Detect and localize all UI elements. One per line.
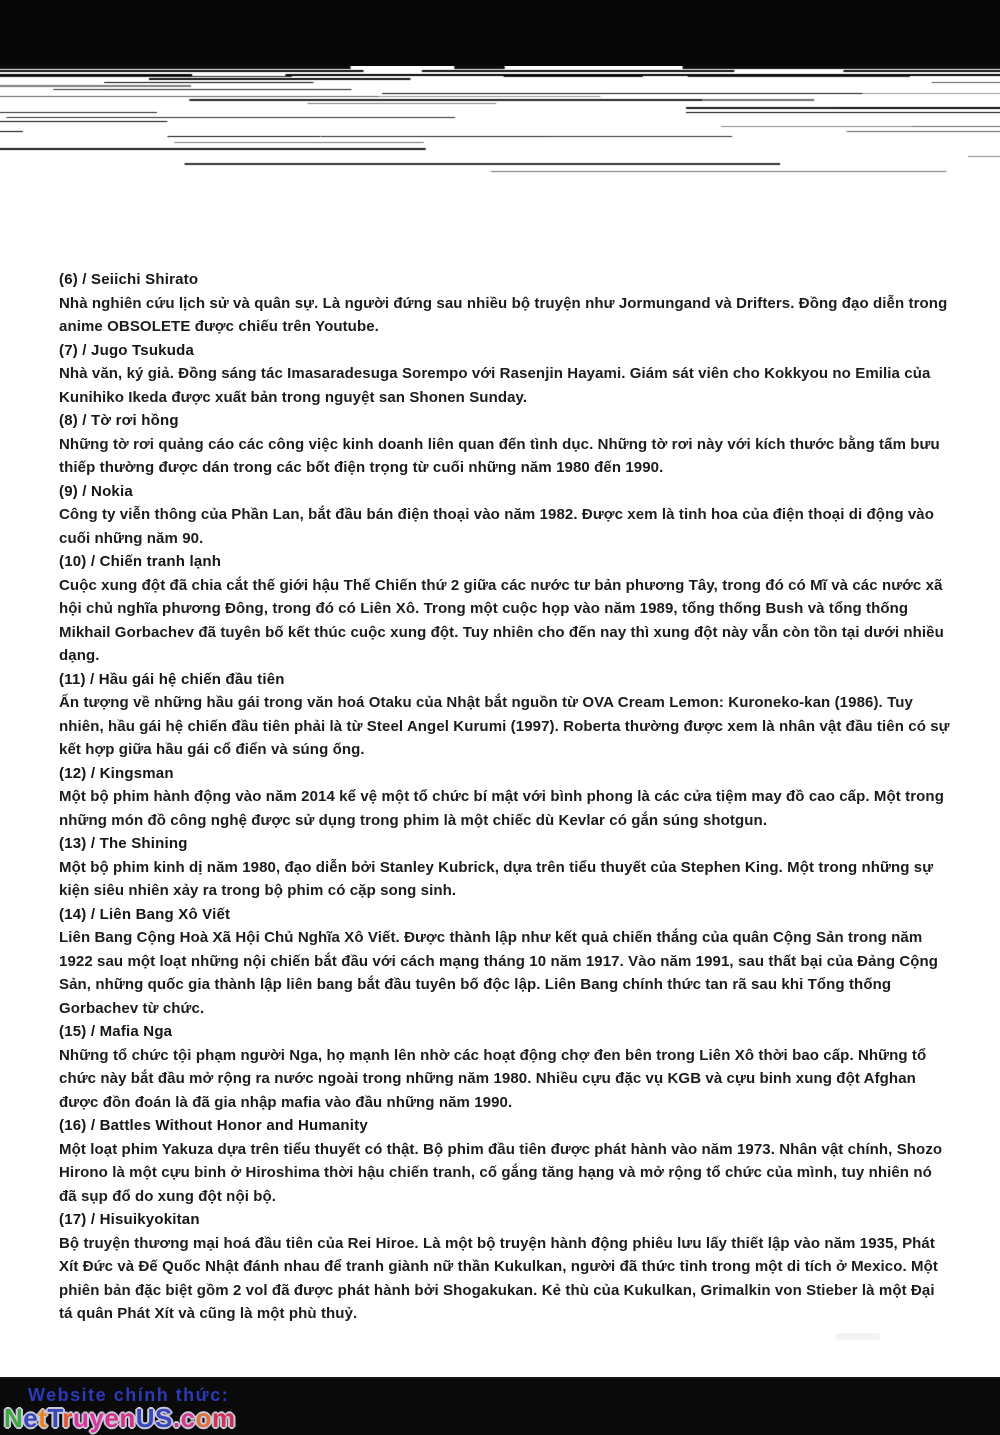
- note-body: Nhà văn, ký giả. Đồng sáng tác Imasaradesuga Sorempo với Rasenjin Hayami. Giám sát viên cho Kokkyou no Emilia của Kunihiko Ikeda được xuất bản trong nguyệt san Shonen Sunday.: [59, 365, 931, 406]
- note-item: [59, 668, 952, 762]
- glitch-scanlines: [0, 66, 1000, 178]
- note-body: Một bộ phim hành động vào năm 2014 kể vệ một tổ chức bí mật với bình phong là các cửa tiệm may đồ cao cấp. Một trong những món đồ công nghệ được sử dụng trong phim là một chiếc dù Kevlar có gắn súng shotgun.: [59, 788, 944, 829]
- note-item: [59, 1114, 952, 1208]
- logo-letter: m: [211, 1403, 236, 1433]
- note-item: [59, 1020, 952, 1114]
- note-heading: (14) / Liên Bang Xô Viết: [59, 905, 231, 923]
- translation-notes-list: [59, 268, 952, 1326]
- note-body: Những tờ rơi quảng cáo các công việc kinh doanh liên quan đến tình dục. Những tờ rơi này với kích thước bằng tấm bưu thiếp thường được dán trong các bốt điện trọng từ cuối những năm 1980 đến 1990.: [59, 435, 940, 476]
- note-item: [59, 480, 952, 551]
- note-item: [59, 1208, 952, 1326]
- note-body: Bộ truyện thương mại hoá đầu tiên của Rei Hiroe. Là một bộ truyện hành động phiêu lưu lấy thiết lập vào năm 1935, Phát Xít Đức và Đế Quốc Nhật đánh nhau để tranh giành nữ thần Kukulkan, người đã thức tỉnh trong một di tích ở Mexico. Một phiên bản đặc biệt gồm 2 vol đã được phát hành bởi Shogakukan. Kẻ thù của Kukulkan, Grimalkin von Stieber là một Đại tá quân Phát Xít và cũng là một phù thuỷ.: [59, 1234, 939, 1322]
- note-item: [59, 762, 952, 833]
- note-heading: (7) / Jugo Tsukuda: [59, 341, 194, 359]
- note-heading: (11) / Hầu gái hệ chiến đầu tiên: [59, 670, 285, 688]
- note-body: Liên Bang Cộng Hoà Xã Hội Chủ Nghĩa Xô Viết. Được thành lập như kết quả chiến thắng của quân Cộng Sản trong năm 1922 sau một loạt những nội chiến bắt đầu với cách mạng tháng 10 năm 1917. Vào năm 1991, sau thất bại của Đảng Cộng Sản, những quốc gia thành lập liên bang bắt đầu tuyên bố độc lập. Liên Bang chính thức tan rã sau khi Tổng thống Gorbachev từ chức.: [59, 929, 939, 1017]
- logo-letter: U: [135, 1403, 155, 1433]
- logo-letter: e: [23, 1403, 39, 1433]
- note-item: [59, 832, 952, 903]
- logo-letter: N: [4, 1403, 24, 1433]
- note-heading: (12) / Kingsman: [59, 764, 174, 782]
- note-body: Nhà nghiên cứu lịch sử và quân sự. Là người đứng sau nhiều bộ truyện như Jormungand và Drifters. Đồng đạo diễn trong anime OBSOLETE được chiếu trên Youtube.: [59, 294, 948, 335]
- logo-letter: S: [155, 1403, 173, 1433]
- note-item: [59, 339, 952, 410]
- logo-letter: u: [73, 1403, 90, 1433]
- logo-letter: o: [195, 1403, 212, 1433]
- logo-letter: r: [62, 1403, 73, 1433]
- note-body: Cuộc xung đột đã chia cắt thế giới hậu Thế Chiến thứ 2 giữa các nước tư bản phương Tây, trong đó có Mĩ và các nước xã hội chủ nghĩa phương Đông, trong đó có Liên Xô. Trong một cuộc họp vào năm 1989, tổng thống Bush và tổng thống Mikhail Gorbachev đã tuyên bố kết thúc cuộc xung đột. Tuy nhiên cho đến nay thì xung đột này vẫn còn tồn tại dưới nhiều dạng.: [59, 576, 944, 664]
- note-heading: (15) / Mafia Nga: [59, 1023, 173, 1040]
- logo-letter: .: [172, 1403, 181, 1433]
- note-item: [59, 903, 952, 1021]
- scan-smudge: [836, 1333, 880, 1340]
- note-heading: (9) / Nokia: [59, 482, 133, 500]
- note-item: [59, 550, 952, 668]
- note-heading: (16) / Battles Without Honor and Humanity: [59, 1117, 368, 1134]
- note-heading: (6) / Seiichi Shirato: [59, 271, 199, 288]
- note-item: [59, 268, 952, 339]
- nettruyenus-logo: [4, 1403, 236, 1434]
- note-heading: (17) / Hisuikyokitan: [59, 1211, 200, 1228]
- note-body: Một bộ phim kinh dị năm 1980, đạo diễn bởi Stanley Kubrick, dựa trên tiểu thuyết của Stephen King. Một trong những sự kiện siêu nhiên xảy ra trong bộ phim có cặp song sinh.: [59, 858, 934, 899]
- logo-letter: T: [47, 1403, 63, 1433]
- note-body: Công ty viễn thông của Phần Lan, bắt đầu bán điện thoại vào năm 1982. Được xem là tinh hoa của điện thoại di động vào cuối những năm 90.: [59, 506, 935, 547]
- official-website-label: Website chính thức:: [28, 1385, 230, 1405]
- note-heading: (13) / The Shining: [59, 835, 188, 852]
- logo-letter: c: [180, 1403, 196, 1433]
- header-black-band: [0, 0, 1000, 68]
- note-body: Ấn tượng về những hầu gái trong văn hoá Otaku của Nhật bắt nguồn từ OVA Cream Lemon: Kuroneko-kan (1986). Tuy nhiên, hầu gái hệ chiến đầu tiên phải là từ Steel Angel Kurumi (1997). Roberta thường được xem là nhân vật đầu tiên có sự kết hợp giữa hầu gái cổ điển và súng ống.: [59, 694, 950, 758]
- footer-bar: [0, 1377, 1000, 1435]
- note-body: Những tổ chức tội phạm người Nga, họ mạnh lên nhờ các hoạt động chợ đen bên trong Liên Xô thời bao cấp. Những tổ chức này bắt đầu mở rộng ra nước ngoài trong những năm 1980. Nhiều cựu đặc vụ KGB và cựu binh xung đột Afghan được đồn đoán là đã gia nhập mafia vào đầu những năm 1990.: [59, 1046, 927, 1111]
- note-heading: (10) / Chiến tranh lạnh: [59, 553, 222, 570]
- logo-letter: e: [104, 1403, 120, 1433]
- logo-letter: n: [119, 1403, 136, 1433]
- logo-letter: t: [38, 1403, 48, 1433]
- note-heading: (8) / Tờ rơi hồng: [59, 412, 179, 429]
- note-item: [59, 409, 952, 480]
- logo-letter: y: [89, 1403, 105, 1433]
- note-body: Một loạt phim Yakuza dựa trên tiểu thuyết có thật. Bộ phim đầu tiên được phát hành vào năm 1973. Nhân vật chính, Shozo Hirono là một cựu binh ở Hiroshima thời hậu chiến tranh, cố gắng tăng hạng và mở rộng tổ chức của mình, tuy nhiên nó đã sụp đổ do xung đột nội bộ.: [59, 1140, 943, 1205]
